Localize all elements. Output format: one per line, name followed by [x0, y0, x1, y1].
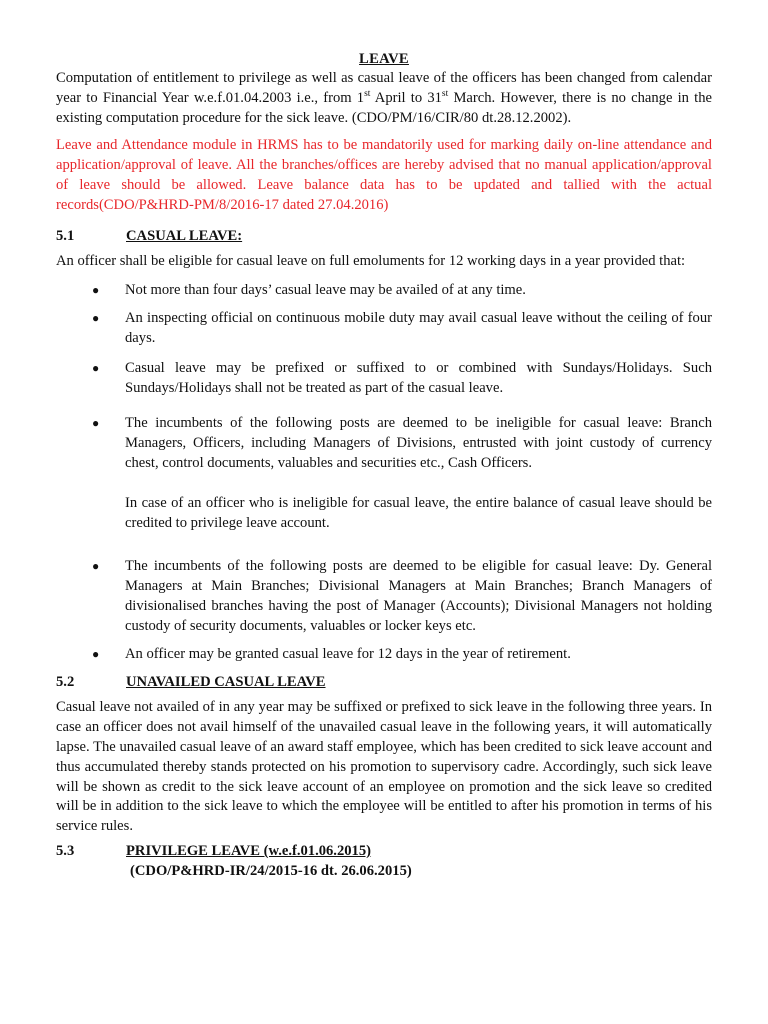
- bullet-icon: ●: [92, 360, 100, 375]
- document-page: [56, 50, 712, 881]
- section-5-1-heading: [56, 226, 712, 246]
- section-number: 5.3: [56, 842, 75, 859]
- list-item: [56, 414, 712, 533]
- section-title: CASUAL LEAVE:: [126, 227, 243, 244]
- list-item-text: An officer may be granted casual leave for 12 days in the year of retirement.: [125, 645, 571, 662]
- section-5-3-heading: [56, 841, 712, 861]
- list-item-text: The incumbents of the following posts are deemed to be ineligible for casual leave: Branch Managers, Officers, including Managers of Divisions, entrusted with joint custody of currency chest, control documents, valuables and securities etc., Cash Officers.: [125, 415, 712, 471]
- bullet-icon: ●: [92, 646, 100, 661]
- intro-text-1: Computation of entitlement to privilege as well as casual leave of the officers has been changed from calendar year to Financial Year w.e.f.01.04.2003 i.e., from 1: [56, 70, 712, 106]
- ordinal-suffix: st: [364, 88, 371, 99]
- intro-paragraph: [56, 69, 712, 128]
- section-number: 5.1: [56, 227, 75, 244]
- casual-leave-conditions-list: [56, 281, 712, 664]
- list-item: [56, 281, 712, 301]
- ineligible-note: In case of an officer who is ineligible for casual leave, the entire balance of casual leave should be credited to privilege leave account.: [125, 494, 712, 531]
- section-title: UNAVAILED CASUAL LEAVE: [126, 674, 326, 691]
- document-title: LEAVE: [359, 51, 409, 67]
- bullet-icon: ●: [92, 416, 100, 431]
- section-5-2-body: Casual leave not availed of in any year may be suffixed or prefixed to sick leave in the following three years. In case an officer does not avail himself of the unavailed casual leave in the following years, it will automatically lapse. The unavailed casual leave of an award staff employee, which has been credited to sick leave account and thus accumulated thereby stands protected on his promotion to supervisory cadre. Accordingly, such sick leave will be shown as credit to the sick leave account of an employee on promotion and the sick leave so credited will be in addition to the sick leave to which the employee will be entitled to after his promotion in terms of his service rules.: [56, 699, 712, 835]
- list-item-text: The incumbents of the following posts are deemed to be eligible for casual leave: Dy. General Managers at Main Branches; Divisional Managers at Main Branches; Branch Managers of divisionalised branches having the post of Manager (Accounts); Divisional Managers not holding custody of security documents, valuables or locker keys etc.: [125, 558, 712, 634]
- section-5-2-heading: [56, 672, 712, 692]
- bullet-icon: ●: [92, 559, 100, 574]
- list-item-text: An inspecting official on continuous mobile duty may avail casual leave without the ceiling of four days.: [125, 310, 712, 346]
- list-item-text: Casual leave may be prefixed or suffixed to or combined with Sundays/Holidays. Such Sundays/Holidays shall not be treated as part of the casual leave.: [125, 359, 712, 396]
- list-item: [56, 309, 712, 349]
- list-item: [56, 359, 712, 399]
- section-5-3-reference: (CDO/P&HRD-IR/24/2015-16 dt. 26.06.2015): [130, 862, 412, 879]
- list-item-text: Not more than four days’ casual leave may be availed of at any time.: [125, 282, 526, 299]
- hrms-notice: Leave and Attendance module in HRMS has to be mandatorily used for marking daily on-line attendance and application/approval of leave. All the branches/offices are hereby advised that no manual application/approval of leave should be allowed. Leave balance data has to be updated and tallied with the actual records(CDO/P&HRD-PM/8/2016-17 dated 27.04.2016): [56, 137, 712, 213]
- list-item: [56, 645, 712, 665]
- intro-text-2: April to 31: [370, 89, 442, 106]
- section-5-1-intro: An officer shall be eligible for casual leave on full emoluments for 12 working days in a year provided that:: [56, 252, 686, 269]
- list-item: [56, 557, 712, 636]
- section-title: PRIVILEGE LEAVE (w.e.f.01.06.2015): [126, 842, 372, 859]
- bullet-icon: ●: [92, 283, 100, 298]
- intro-text-3: March. However, there is no change in the existing computation procedure for the sick leave. (CDO/PM/16/CIR/80 dt.28.12.2002).: [56, 89, 712, 126]
- section-number: 5.2: [56, 674, 75, 691]
- bullet-icon: ●: [92, 311, 100, 326]
- ordinal-suffix: st: [441, 88, 449, 99]
